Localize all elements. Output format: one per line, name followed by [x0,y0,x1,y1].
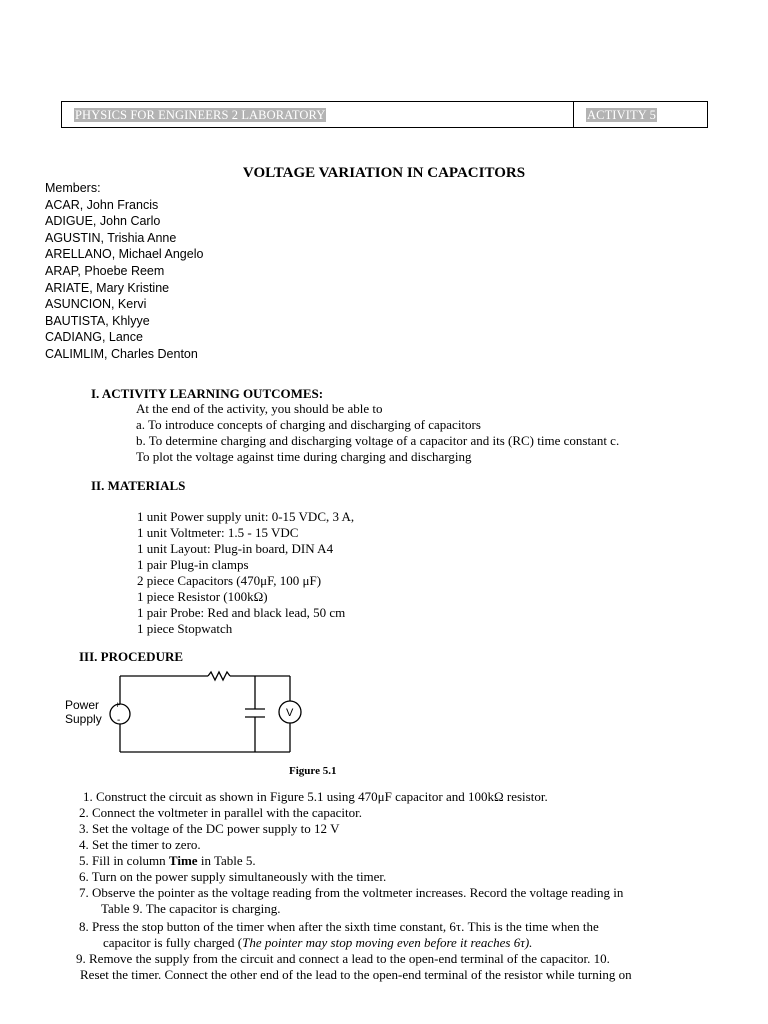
procedure-heading: III. PROCEDURE [79,649,184,664]
material-item: 1 pair Plug-in clamps [137,557,249,572]
material-item: 2 piece Capacitors (470μF, 100 μF) [137,573,322,588]
step-7-line-1: 7. Observe the pointer as the voltage reading from the voltmeter increases. Record the voltage reading in [79,885,624,900]
step-1: 1. Construct the circuit as shown in Figure 5.1 using 470μF capacitor and 100kΩ resistor. [83,789,548,804]
outcomes-heading: I. ACTIVITY LEARNING OUTCOMES: [91,386,324,401]
activity-label: ACTIVITY 5 [587,108,656,122]
step-2: 2. Connect the voltmeter in parallel with the capacitor. [79,805,363,820]
circuit-diagram [60,668,310,760]
member-name: ACAR, John Francis [45,197,159,212]
step-3: 3. Set the voltage of the DC power supply to 12 V [79,821,340,836]
page-title: VOLTAGE VARIATION IN CAPACITORS [242,165,526,181]
step-5-suffix: in Table 5. [197,853,256,868]
step-9: 9. Remove the supply from the circuit and connect a lead to the open-end terminal of the capacitor. 10. [76,951,610,966]
outcome-line: a. To introduce concepts of charging and discharging of capacitors [136,417,481,432]
material-item: 1 unit Voltmeter: 1.5 - 15 VDC [137,525,299,540]
member-name: ASUNCION, Kervi [45,297,147,312]
step-8-italic: The pointer may stop moving even before it reaches 6τ). [242,935,533,950]
materials-heading: II. MATERIALS [91,478,186,493]
course-title: PHYSICS FOR ENGINEERS 2 LABORATORY [75,108,326,122]
step-10: Reset the timer. Connect the other end of the lead to the open-end terminal of the resistor while turning on [80,967,632,982]
step-5-prefix: 5. Fill in column [79,853,169,868]
header-divider [573,102,574,127]
step-4: 4. Set the timer to zero. [79,837,201,852]
material-item: 1 piece Stopwatch [137,621,233,636]
voltmeter-label: V [286,707,294,719]
outcome-line: b. To determine charging and discharging voltage of a capacitor and its (RC) time constant c. [136,433,620,448]
minus-sign: - [117,715,121,726]
member-name: BAUTISTA, Khlyye [45,313,150,328]
step-5-bold: Time [168,853,198,868]
header-table [61,101,708,128]
outcome-line: At the end of the activity, you should be able to [136,401,383,416]
material-item: 1 unit Layout: Plug-in board, DIN A4 [137,541,334,556]
figure-caption: Figure 5.1 [289,765,337,777]
members-list [45,180,203,363]
resistor-icon [208,672,230,680]
member-name: CALIMLIM, Charles Denton [45,346,198,361]
step-8-line-2 [79,935,739,951]
member-name: ARELLANO, Michael Angelo [45,247,204,262]
step-8-line-1: 8. Press the stop button of the timer when after the sixth time constant, 6τ. This is the time when the [79,919,599,934]
member-name: ADIGUE, John Carlo [45,214,161,229]
procedure-steps [76,789,739,983]
materials-list [137,509,354,637]
material-item: 1 piece Resistor (100kΩ) [137,589,268,604]
plus-sign: + [115,700,121,710]
step-7-line-2: Table 9. The capacitor is charging. [101,901,281,916]
material-item: 1 unit Power supply unit: 0-15 VDC, 3 A, [137,509,355,524]
member-name: CADIANG, Lance [45,330,143,345]
member-name: ARAP, Phoebe Reem [45,263,165,278]
step-8-prefix: capacitor is fully charged ( [103,935,243,950]
member-name: AGUSTIN, Trishia Anne [45,230,177,245]
outcomes-list [136,401,619,465]
member-name: ARIATE, Mary Kristine [45,280,170,295]
material-item: 1 pair Probe: Red and black lead, 50 cm [137,605,346,620]
power-label: Power [65,698,100,712]
supply-label: Supply [65,712,102,726]
members-label: Members: [45,181,101,195]
outcome-line: To plot the voltage against time during charging and discharging [136,449,472,464]
step-6: 6. Turn on the power supply simultaneously with the timer. [79,869,387,884]
step-5 [79,853,739,869]
